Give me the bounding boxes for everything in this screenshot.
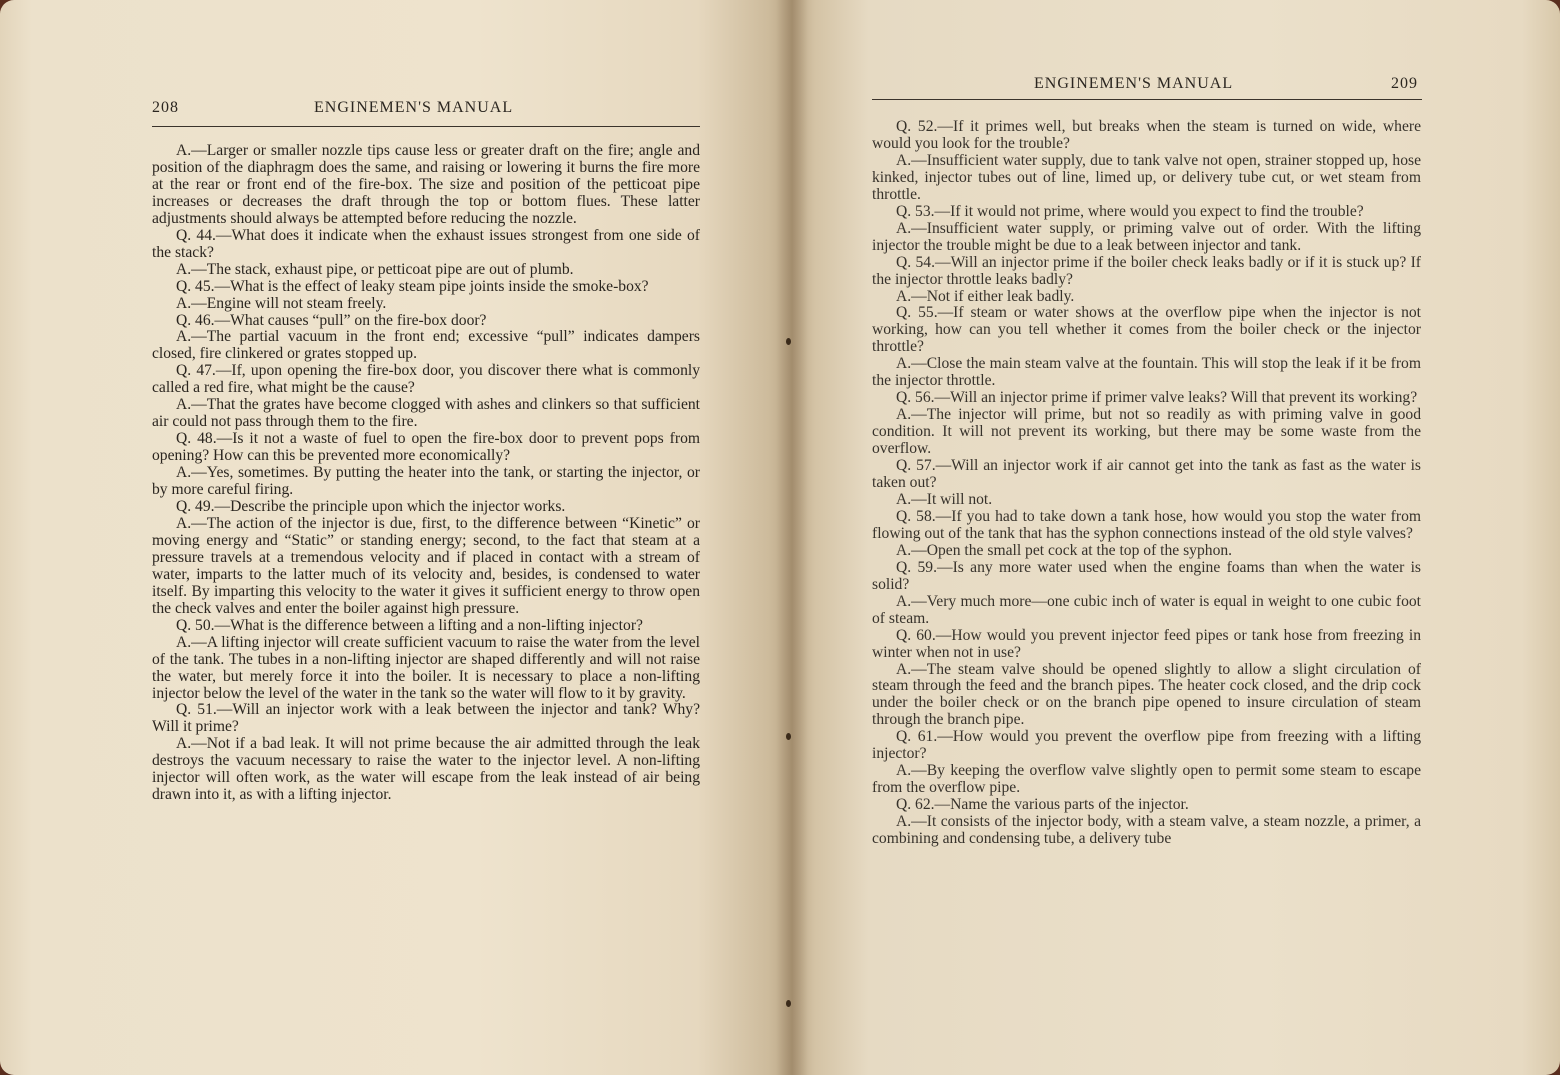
paragraph: Q. 54.—Will an injector prime if the boiler check leaks badly or if it is stuck up? If the injector throttle leaks badly? xyxy=(872,253,1421,288)
right-page xyxy=(792,0,1560,1075)
paragraph: Q. 62.—Name the various parts of the injector. xyxy=(896,796,1189,814)
book-gutter xyxy=(776,0,808,1075)
paragraph: Q. 51.—Will an injector work with a leak between the injector and tank? Why? Will it prime? xyxy=(152,701,700,736)
running-head: ENGINEMEN'S MANUAL xyxy=(1034,75,1234,92)
paragraph: A.—Engine will not steam freely. xyxy=(176,294,387,312)
paragraph: A.—Close the main steam valve at the fountain. This will stop the leak if it be from the injector throttle. xyxy=(872,355,1421,390)
paragraph: A.—Not if a bad leak. It will not prime because the air admitted through the leak destroys the vacuum necessary to raise the water to the injector level. A non-lifting injector will often work, as the water will escape from the leak instead of air being drawn into it, as with a lifting injector. xyxy=(152,735,700,804)
paragraph: Q. 48.—Is it not a waste of fuel to open the fire-box door to prevent pops from opening? How can this be prevented more economically? xyxy=(152,430,700,465)
page-body xyxy=(152,143,700,804)
paragraph: Q. 61.—How would you prevent the overflow pipe from freezing with a lifting injector? xyxy=(872,728,1421,763)
paragraph: A.—The action of the injector is due, first, to the difference between “Kinetic” or moving energy and “Static” or standing energy; second, to the fact that steam at a pressure travels at a tremendous velocity and if placed in contact with a stream of water, imparts to the latter much of its velocity and, besides, is condensed to water itself. By imparting this velocity to the water it gives it sufficient energy to throw open the check valves and enter the boiler against high pressure. xyxy=(152,514,700,617)
header-rule xyxy=(152,126,700,127)
paragraph: Q. 46.—What causes “pull” on the fire-box door? xyxy=(176,311,487,329)
page-number: 209 xyxy=(1391,75,1418,92)
page-body xyxy=(872,119,1421,848)
paragraph: A.—Insufficient water supply, or priming valve out of order. With the lifting injector the trouble might be due to a leak between injector and tank. xyxy=(872,219,1421,254)
paragraph: Q. 52.—If it primes well, but breaks when the steam is turned on wide, where would you look for the trouble? xyxy=(872,118,1421,152)
paragraph: A.—It will not. xyxy=(896,490,993,508)
paragraph: A.—By keeping the overflow valve slightly open to permit some steam to escape from the overflow pipe. xyxy=(872,762,1421,797)
paragraph: A.—The partial vacuum in the front end; excessive “pull” indicates dampers closed, fire clinkered or grates stopped up. xyxy=(152,328,700,363)
paragraph: Q. 56.—Will an injector prime if primer valve leaks? Will that prevent its working? xyxy=(896,389,1418,407)
running-head: ENGINEMEN'S MANUAL xyxy=(314,99,514,116)
paragraph: A.—The steam valve should be opened slightly to allow a slight circulation of steam through the feed and the branch pipes. The heater cock closed, and the drip cock under the boiler check or on the branch pipe opened to insure circulation of steam through the branch pipe. xyxy=(872,660,1421,729)
paragraph: Q. 45.—What is the effect of leaky steam pipe joints inside the smoke-box? xyxy=(176,277,649,295)
paragraph: Q. 47.—If, upon opening the fire-box door, you discover there what is commonly called a red fire, what might be the cause? xyxy=(152,362,700,397)
paragraph: Q. 57.—Will an injector work if air cannot get into the tank as fast as the water is taken out? xyxy=(872,457,1421,492)
paragraph: A.—Larger or smaller nozzle tips cause less or greater draft on the fire; angle and position of the diaphragm does the same, and raising or lowering it burns the fire more at the rear or front end of the fire-box. The size and position of the petticoat pipe increases or decreases the draft through the top or bottom flues. These latter adjustments should always be attempted before reducing the nozzle. xyxy=(152,142,700,227)
paragraph: A.—Yes, sometimes. By putting the heater into the tank, or starting the injector, or by more careful firing. xyxy=(152,464,700,499)
paragraph: Q. 53.—If it would not prime, where would you expect to find the trouble? xyxy=(896,202,1364,220)
paragraph: A.—Very much more—one cubic inch of water is equal in weight to one cubic foot of steam. xyxy=(872,592,1421,627)
paragraph: Q. 50.—What is the difference between a lifting and a non-lifting injector? xyxy=(176,616,643,634)
paragraph: A.—Open the small pet cock at the top of the syphon. xyxy=(896,541,1233,559)
paragraph: A.—That the grates have become clogged with ashes and clinkers so that sufficient air could not pass through them to the fire. xyxy=(152,396,700,431)
binding-stitch xyxy=(786,733,791,740)
paragraph: Q. 59.—Is any more water used when the engine foams than when the water is solid? xyxy=(872,558,1421,593)
paragraph: Q. 58.—If you had to take down a tank hose, how would you stop the water from flowing out of the tank that has the syphon connections instead of the old style valves? xyxy=(872,507,1421,542)
paragraph: A.—The injector will prime, but not so readily as with priming valve in good condition. It will not prevent its working, but there may be some waste from the overflow. xyxy=(872,406,1421,458)
paragraph: A.—Not if either leak badly. xyxy=(896,287,1075,305)
paragraph: A.—It consists of the injector body, with a steam valve, a steam nozzle, a primer, a combining and condensing tube, a delivery tube xyxy=(872,813,1421,848)
paragraph: A.—Insufficient water supply, due to tank valve not open, strainer stopped up, hose kinked, injector tubes out of line, limed up, or delivery tube cut, or wet steam from throttle. xyxy=(872,151,1421,203)
paragraph: Q. 44.—What does it indicate when the exhaust issues strongest from one side of the stack? xyxy=(152,226,700,261)
paragraph: Q. 60.—How would you prevent injector feed pipes or tank hose from freezing in winter when not in use? xyxy=(872,626,1421,661)
header-rule xyxy=(872,99,1422,100)
page-number: 208 xyxy=(152,99,179,116)
paragraph: Q. 55.—If steam or water shows at the overflow pipe when the injector is not working, how can you tell whether it comes from the boiler check or the injector throttle? xyxy=(872,304,1421,356)
binding-stitch xyxy=(786,1000,791,1007)
paragraph: A.—The stack, exhaust pipe, or petticoat pipe are out of plumb. xyxy=(176,260,574,278)
binding-stitch xyxy=(786,338,791,345)
paragraph: A.—A lifting injector will create sufficient vacuum to raise the water from the level of the tank. The tubes in a non-lifting injector are shaped differently and will not raise the water, but merely force it into the boiler. It is necessary to place a non-lifting injector below the level of the water in the tank so the water will flow to it by gravity. xyxy=(152,633,700,702)
paragraph: Q. 49.—Describe the principle upon which the injector works. xyxy=(176,498,566,516)
